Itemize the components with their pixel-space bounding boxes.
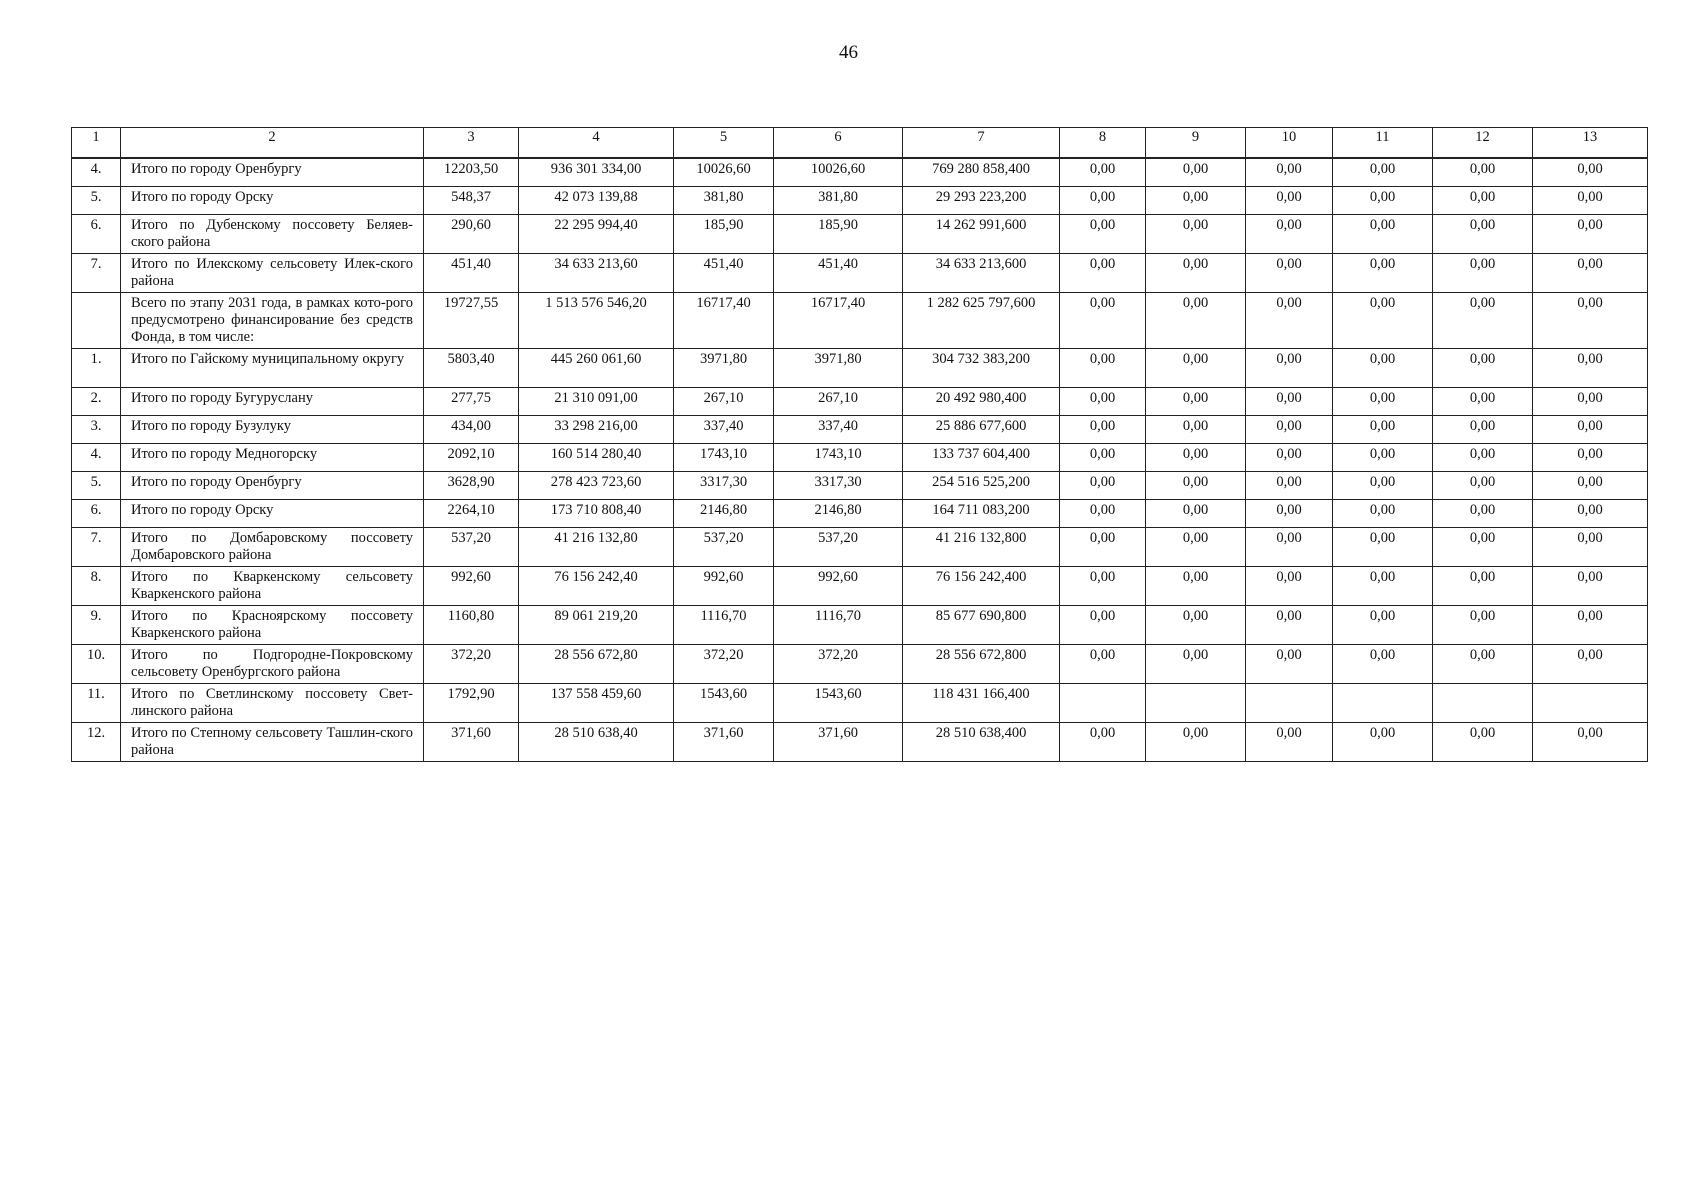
col-5-value: 1116,70 xyxy=(674,606,774,645)
col-9-value: 0,00 xyxy=(1146,388,1246,416)
col-12-value: 0,00 xyxy=(1433,723,1533,762)
col-4-value: 34 633 213,60 xyxy=(519,254,674,293)
col-11-value: 0,00 xyxy=(1333,567,1433,606)
col-13-value: 0,00 xyxy=(1533,158,1648,187)
col-12-value xyxy=(1433,684,1533,723)
col-8-value: 0,00 xyxy=(1060,567,1146,606)
col-9-value: 0,00 xyxy=(1146,416,1246,444)
row-name: Итого по Гайскому муниципальному округу xyxy=(121,349,424,388)
col-12-value: 0,00 xyxy=(1433,254,1533,293)
col-10-value: 0,00 xyxy=(1246,388,1333,416)
col-9-value: 0,00 xyxy=(1146,567,1246,606)
col-5-value: 337,40 xyxy=(674,416,774,444)
col-10-value: 0,00 xyxy=(1246,567,1333,606)
col-5-value: 2146,80 xyxy=(674,500,774,528)
table-row xyxy=(72,472,1648,500)
table-row xyxy=(72,684,1648,723)
col-10-value: 0,00 xyxy=(1246,187,1333,215)
column-header: 7 xyxy=(903,128,1060,159)
col-10-value: 0,00 xyxy=(1246,293,1333,349)
col-12-value: 0,00 xyxy=(1433,606,1533,645)
col-10-value: 0,00 xyxy=(1246,254,1333,293)
col-3-value: 19727,55 xyxy=(424,293,519,349)
col-4-value: 22 295 994,40 xyxy=(519,215,674,254)
table-row xyxy=(72,723,1648,762)
col-8-value: 0,00 xyxy=(1060,416,1146,444)
col-6-value: 451,40 xyxy=(774,254,903,293)
col-13-value: 0,00 xyxy=(1533,388,1648,416)
column-header: 2 xyxy=(121,128,424,159)
col-7-value: 85 677 690,800 xyxy=(903,606,1060,645)
col-13-value: 0,00 xyxy=(1533,349,1648,388)
table-row xyxy=(72,500,1648,528)
col-11-value: 0,00 xyxy=(1333,723,1433,762)
col-10-value: 0,00 xyxy=(1246,472,1333,500)
col-9-value: 0,00 xyxy=(1146,158,1246,187)
col-11-value: 0,00 xyxy=(1333,645,1433,684)
col-4-value: 21 310 091,00 xyxy=(519,388,674,416)
table-row xyxy=(72,293,1648,349)
row-number: 10. xyxy=(72,645,121,684)
col-13-value: 0,00 xyxy=(1533,472,1648,500)
col-7-value: 76 156 242,400 xyxy=(903,567,1060,606)
col-9-value: 0,00 xyxy=(1146,215,1246,254)
col-5-value: 3971,80 xyxy=(674,349,774,388)
col-4-value: 42 073 139,88 xyxy=(519,187,674,215)
col-3-value: 12203,50 xyxy=(424,158,519,187)
col-11-value: 0,00 xyxy=(1333,606,1433,645)
row-name: Итого по Красноярскому поссовету Кваркенского района xyxy=(121,606,424,645)
col-13-value: 0,00 xyxy=(1533,187,1648,215)
row-number: 3. xyxy=(72,416,121,444)
col-6-value: 2146,80 xyxy=(774,500,903,528)
col-5-value: 451,40 xyxy=(674,254,774,293)
col-4-value: 137 558 459,60 xyxy=(519,684,674,723)
col-10-value: 0,00 xyxy=(1246,215,1333,254)
col-7-value: 164 711 083,200 xyxy=(903,500,1060,528)
col-3-value: 537,20 xyxy=(424,528,519,567)
col-4-value: 160 514 280,40 xyxy=(519,444,674,472)
col-12-value: 0,00 xyxy=(1433,416,1533,444)
col-12-value: 0,00 xyxy=(1433,293,1533,349)
col-9-value xyxy=(1146,684,1246,723)
col-11-value: 0,00 xyxy=(1333,215,1433,254)
col-4-value: 1 513 576 546,20 xyxy=(519,293,674,349)
col-11-value: 0,00 xyxy=(1333,388,1433,416)
data-table xyxy=(71,127,1648,762)
col-9-value: 0,00 xyxy=(1146,645,1246,684)
table-row xyxy=(72,349,1648,388)
col-8-value: 0,00 xyxy=(1060,388,1146,416)
row-name: Итого по городу Бугуруслану xyxy=(121,388,424,416)
col-3-value: 434,00 xyxy=(424,416,519,444)
page-number: 46 xyxy=(839,42,858,63)
col-5-value: 1543,60 xyxy=(674,684,774,723)
col-5-value: 372,20 xyxy=(674,645,774,684)
col-3-value: 371,60 xyxy=(424,723,519,762)
col-13-value: 0,00 xyxy=(1533,645,1648,684)
col-11-value xyxy=(1333,684,1433,723)
col-3-value: 548,37 xyxy=(424,187,519,215)
col-8-value: 0,00 xyxy=(1060,158,1146,187)
col-9-value: 0,00 xyxy=(1146,500,1246,528)
col-13-value: 0,00 xyxy=(1533,416,1648,444)
col-11-value: 0,00 xyxy=(1333,187,1433,215)
col-8-value xyxy=(1060,684,1146,723)
col-7-value: 1 282 625 797,600 xyxy=(903,293,1060,349)
col-4-value: 28 510 638,40 xyxy=(519,723,674,762)
col-10-value: 0,00 xyxy=(1246,158,1333,187)
col-6-value: 16717,40 xyxy=(774,293,903,349)
col-9-value: 0,00 xyxy=(1146,254,1246,293)
row-number: 5. xyxy=(72,472,121,500)
col-3-value: 451,40 xyxy=(424,254,519,293)
col-11-value: 0,00 xyxy=(1333,254,1433,293)
row-name: Итого по Подгородне-Покровскому сельсовету Оренбургского района xyxy=(121,645,424,684)
col-3-value: 372,20 xyxy=(424,645,519,684)
col-8-value: 0,00 xyxy=(1060,349,1146,388)
row-number: 4. xyxy=(72,158,121,187)
col-6-value: 1543,60 xyxy=(774,684,903,723)
table-row xyxy=(72,528,1648,567)
col-6-value: 381,80 xyxy=(774,187,903,215)
col-9-value: 0,00 xyxy=(1146,293,1246,349)
col-8-value: 0,00 xyxy=(1060,723,1146,762)
col-5-value: 10026,60 xyxy=(674,158,774,187)
col-8-value: 0,00 xyxy=(1060,293,1146,349)
col-3-value: 2264,10 xyxy=(424,500,519,528)
col-8-value: 0,00 xyxy=(1060,645,1146,684)
row-name: Итого по городу Оренбургу xyxy=(121,472,424,500)
row-number: 7. xyxy=(72,254,121,293)
row-number: 6. xyxy=(72,500,121,528)
col-9-value: 0,00 xyxy=(1146,528,1246,567)
col-4-value: 445 260 061,60 xyxy=(519,349,674,388)
col-8-value: 0,00 xyxy=(1060,606,1146,645)
row-name: Итого по Светлинскому поссовету Свет-линского района xyxy=(121,684,424,723)
col-13-value: 0,00 xyxy=(1533,500,1648,528)
row-number: 11. xyxy=(72,684,121,723)
col-3-value: 1160,80 xyxy=(424,606,519,645)
col-4-value: 936 301 334,00 xyxy=(519,158,674,187)
col-7-value: 118 431 166,400 xyxy=(903,684,1060,723)
row-number xyxy=(72,293,121,349)
col-3-value: 290,60 xyxy=(424,215,519,254)
col-11-value: 0,00 xyxy=(1333,500,1433,528)
col-7-value: 254 516 525,200 xyxy=(903,472,1060,500)
col-8-value: 0,00 xyxy=(1060,528,1146,567)
col-12-value: 0,00 xyxy=(1433,158,1533,187)
column-header: 6 xyxy=(774,128,903,159)
row-name: Итого по Домбаровскому поссовету Домбаровского района xyxy=(121,528,424,567)
col-8-value: 0,00 xyxy=(1060,254,1146,293)
row-number: 5. xyxy=(72,187,121,215)
col-10-value: 0,00 xyxy=(1246,500,1333,528)
col-10-value: 0,00 xyxy=(1246,444,1333,472)
col-7-value: 25 886 677,600 xyxy=(903,416,1060,444)
col-10-value xyxy=(1246,684,1333,723)
row-name: Итого по Кваркенскому сельсовету Кваркенского района xyxy=(121,567,424,606)
col-7-value: 41 216 132,800 xyxy=(903,528,1060,567)
col-7-value: 133 737 604,400 xyxy=(903,444,1060,472)
table-row xyxy=(72,215,1648,254)
col-7-value: 14 262 991,600 xyxy=(903,215,1060,254)
row-number: 6. xyxy=(72,215,121,254)
table-row xyxy=(72,158,1648,187)
col-4-value: 278 423 723,60 xyxy=(519,472,674,500)
col-9-value: 0,00 xyxy=(1146,444,1246,472)
col-13-value: 0,00 xyxy=(1533,723,1648,762)
col-4-value: 28 556 672,80 xyxy=(519,645,674,684)
column-header: 10 xyxy=(1246,128,1333,159)
table-row xyxy=(72,444,1648,472)
col-5-value: 371,60 xyxy=(674,723,774,762)
row-number: 2. xyxy=(72,388,121,416)
row-number: 1. xyxy=(72,349,121,388)
row-name: Итого по городу Орску xyxy=(121,187,424,215)
table-row xyxy=(72,567,1648,606)
col-5-value: 267,10 xyxy=(674,388,774,416)
col-11-value: 0,00 xyxy=(1333,293,1433,349)
col-5-value: 3317,30 xyxy=(674,472,774,500)
col-4-value: 76 156 242,40 xyxy=(519,567,674,606)
row-name: Всего по этапу 2031 года, в рамках кото-рого предусмотрено финансирование без средств Фонда, в том числе: xyxy=(121,293,424,349)
col-12-value: 0,00 xyxy=(1433,567,1533,606)
col-10-value: 0,00 xyxy=(1246,349,1333,388)
col-6-value: 185,90 xyxy=(774,215,903,254)
table-row xyxy=(72,416,1648,444)
col-3-value: 992,60 xyxy=(424,567,519,606)
col-6-value: 992,60 xyxy=(774,567,903,606)
col-5-value: 16717,40 xyxy=(674,293,774,349)
col-12-value: 0,00 xyxy=(1433,187,1533,215)
col-6-value: 267,10 xyxy=(774,388,903,416)
col-5-value: 1743,10 xyxy=(674,444,774,472)
row-number: 7. xyxy=(72,528,121,567)
col-13-value: 0,00 xyxy=(1533,254,1648,293)
header-row xyxy=(72,128,1648,159)
col-6-value: 372,20 xyxy=(774,645,903,684)
col-3-value: 5803,40 xyxy=(424,349,519,388)
col-10-value: 0,00 xyxy=(1246,416,1333,444)
col-10-value: 0,00 xyxy=(1246,645,1333,684)
col-3-value: 277,75 xyxy=(424,388,519,416)
col-11-value: 0,00 xyxy=(1333,472,1433,500)
col-12-value: 0,00 xyxy=(1433,472,1533,500)
row-number: 4. xyxy=(72,444,121,472)
col-6-value: 1743,10 xyxy=(774,444,903,472)
column-header: 12 xyxy=(1433,128,1533,159)
col-13-value: 0,00 xyxy=(1533,528,1648,567)
row-name: Итого по Степному сельсовету Ташлин-ского района xyxy=(121,723,424,762)
col-13-value xyxy=(1533,684,1648,723)
col-6-value: 337,40 xyxy=(774,416,903,444)
col-12-value: 0,00 xyxy=(1433,500,1533,528)
col-13-value: 0,00 xyxy=(1533,293,1648,349)
col-10-value: 0,00 xyxy=(1246,606,1333,645)
col-5-value: 537,20 xyxy=(674,528,774,567)
col-8-value: 0,00 xyxy=(1060,444,1146,472)
column-header: 8 xyxy=(1060,128,1146,159)
column-header: 13 xyxy=(1533,128,1648,159)
col-6-value: 3971,80 xyxy=(774,349,903,388)
col-11-value: 0,00 xyxy=(1333,158,1433,187)
col-8-value: 0,00 xyxy=(1060,187,1146,215)
col-10-value: 0,00 xyxy=(1246,723,1333,762)
col-11-value: 0,00 xyxy=(1333,444,1433,472)
col-6-value: 1116,70 xyxy=(774,606,903,645)
row-name: Итого по городу Медногорску xyxy=(121,444,424,472)
column-header: 11 xyxy=(1333,128,1433,159)
col-8-value: 0,00 xyxy=(1060,215,1146,254)
col-13-value: 0,00 xyxy=(1533,606,1648,645)
col-4-value: 173 710 808,40 xyxy=(519,500,674,528)
column-header: 4 xyxy=(519,128,674,159)
col-12-value: 0,00 xyxy=(1433,528,1533,567)
col-9-value: 0,00 xyxy=(1146,606,1246,645)
col-7-value: 769 280 858,400 xyxy=(903,158,1060,187)
table-body xyxy=(72,128,1648,762)
col-7-value: 28 556 672,800 xyxy=(903,645,1060,684)
col-7-value: 20 492 980,400 xyxy=(903,388,1060,416)
table-row xyxy=(72,606,1648,645)
col-13-value: 0,00 xyxy=(1533,215,1648,254)
table-row xyxy=(72,254,1648,293)
col-7-value: 28 510 638,400 xyxy=(903,723,1060,762)
col-3-value: 3628,90 xyxy=(424,472,519,500)
row-name: Итого по Илекскому сельсовету Илек-ского района xyxy=(121,254,424,293)
row-name: Итого по городу Орску xyxy=(121,500,424,528)
col-3-value: 1792,90 xyxy=(424,684,519,723)
col-11-value: 0,00 xyxy=(1333,416,1433,444)
col-11-value: 0,00 xyxy=(1333,349,1433,388)
col-10-value: 0,00 xyxy=(1246,528,1333,567)
column-header: 1 xyxy=(72,128,121,159)
col-3-value: 2092,10 xyxy=(424,444,519,472)
col-12-value: 0,00 xyxy=(1433,388,1533,416)
col-9-value: 0,00 xyxy=(1146,187,1246,215)
col-6-value: 10026,60 xyxy=(774,158,903,187)
row-name: Итого по городу Оренбургу xyxy=(121,158,424,187)
column-header: 5 xyxy=(674,128,774,159)
table-row xyxy=(72,645,1648,684)
col-9-value: 0,00 xyxy=(1146,349,1246,388)
col-12-value: 0,00 xyxy=(1433,645,1533,684)
column-header: 9 xyxy=(1146,128,1246,159)
col-7-value: 304 732 383,200 xyxy=(903,349,1060,388)
col-6-value: 371,60 xyxy=(774,723,903,762)
col-12-value: 0,00 xyxy=(1433,349,1533,388)
col-11-value: 0,00 xyxy=(1333,528,1433,567)
col-4-value: 33 298 216,00 xyxy=(519,416,674,444)
row-number: 8. xyxy=(72,567,121,606)
table-row xyxy=(72,187,1648,215)
row-name: Итого по Дубенскому поссовету Беляев-ского района xyxy=(121,215,424,254)
table-row xyxy=(72,388,1648,416)
col-4-value: 89 061 219,20 xyxy=(519,606,674,645)
row-number: 9. xyxy=(72,606,121,645)
col-9-value: 0,00 xyxy=(1146,723,1246,762)
col-12-value: 0,00 xyxy=(1433,444,1533,472)
col-13-value: 0,00 xyxy=(1533,444,1648,472)
col-8-value: 0,00 xyxy=(1060,472,1146,500)
col-5-value: 381,80 xyxy=(674,187,774,215)
row-number: 12. xyxy=(72,723,121,762)
col-5-value: 185,90 xyxy=(674,215,774,254)
col-7-value: 29 293 223,200 xyxy=(903,187,1060,215)
col-6-value: 537,20 xyxy=(774,528,903,567)
column-header: 3 xyxy=(424,128,519,159)
col-4-value: 41 216 132,80 xyxy=(519,528,674,567)
col-6-value: 3317,30 xyxy=(774,472,903,500)
col-13-value: 0,00 xyxy=(1533,567,1648,606)
col-5-value: 992,60 xyxy=(674,567,774,606)
col-7-value: 34 633 213,600 xyxy=(903,254,1060,293)
col-12-value: 0,00 xyxy=(1433,215,1533,254)
row-name: Итого по городу Бузулуку xyxy=(121,416,424,444)
col-8-value: 0,00 xyxy=(1060,500,1146,528)
col-9-value: 0,00 xyxy=(1146,472,1246,500)
